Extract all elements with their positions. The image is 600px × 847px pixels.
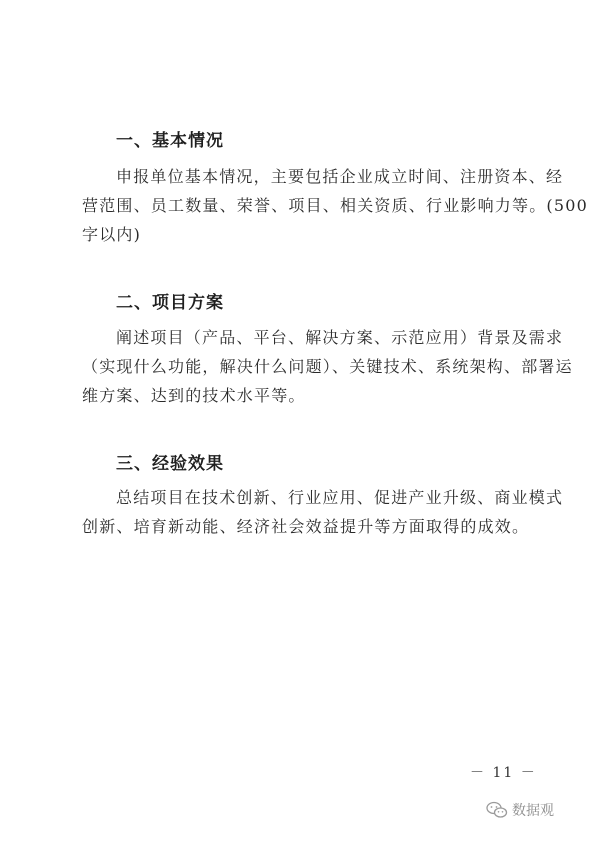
body-line: 创新、培育新动能、经济社会效益提升等方面取得的成效。 bbox=[82, 517, 530, 536]
body-line: 维方案、达到的技术水平等。 bbox=[82, 386, 306, 405]
body-line: 申报单位基本情况，主要包括企业成立时间、注册资本、经 bbox=[116, 167, 564, 186]
section-heading-results: 三、经验效果 bbox=[116, 454, 224, 474]
body-line: 字以内) bbox=[82, 225, 142, 244]
section-heading-project-plan: 二、项目方案 bbox=[116, 293, 224, 313]
wechat-icon bbox=[486, 801, 508, 819]
section-body-basic-info bbox=[82, 162, 588, 249]
body-line: 阐述项目（产品、平台、解决方案、示范应用）背景及需求 bbox=[116, 328, 564, 347]
section-body-results bbox=[82, 483, 564, 541]
body-line: 营范围、员工数量、荣誉、项目、相关资质、行业影响力等。(500 bbox=[82, 196, 588, 215]
body-line: （实现什么功能，解决什么问题）、关键技术、系统架构、部署运 bbox=[82, 357, 573, 376]
section-heading-basic-info: 一、基本情况 bbox=[116, 131, 224, 151]
page-number: － 11 － bbox=[470, 765, 537, 781]
body-line: 总结项目在技术创新、行业应用、促进产业升级、商业模式 bbox=[116, 488, 564, 507]
watermark-text: 数据观 bbox=[512, 803, 554, 819]
watermark bbox=[486, 800, 554, 820]
section-body-project-plan bbox=[82, 323, 573, 410]
